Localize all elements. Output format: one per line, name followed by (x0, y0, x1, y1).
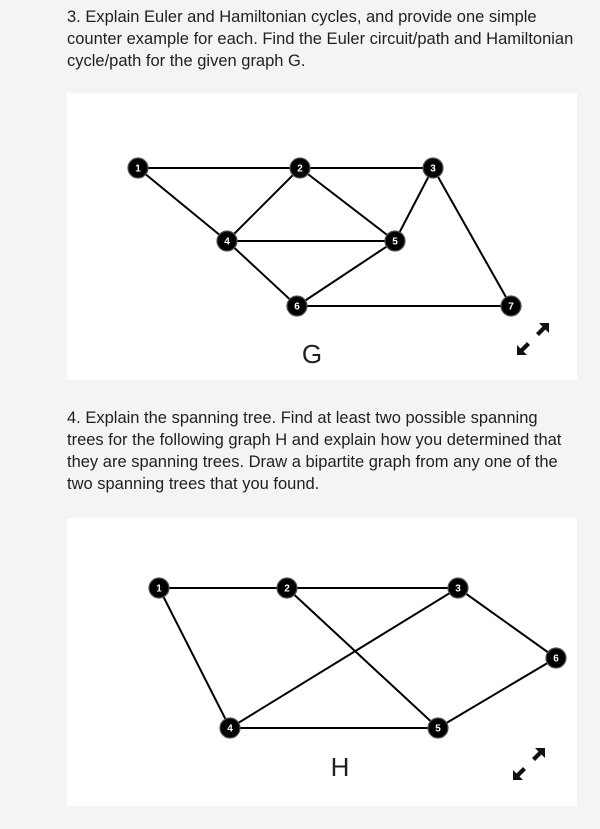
graph-h-node-4 (220, 718, 240, 738)
graph-h-node-label: 6 (553, 653, 559, 665)
graph-h-node-2 (277, 578, 297, 598)
question-4-text: 4. Explain the spanning tree. Find at least two possible spanning trees for the following graph H and explain how you determined that they are spanning trees. Draw a bipartite graph from any one of the two spanning trees that you found. (67, 409, 562, 493)
expand-arrows-icon[interactable] (513, 748, 545, 780)
graph-h-figure (67, 518, 577, 806)
graph-g-edge-5-6 (297, 241, 395, 306)
graph-g-node-label: 7 (508, 301, 514, 313)
graph-g-edge-2-5 (300, 168, 395, 241)
graph-h-node-3 (448, 578, 468, 598)
graph-g-node-label: 6 (294, 301, 300, 313)
graph-h-node-label: 3 (455, 583, 461, 595)
graph-h-edge-3-6 (458, 588, 556, 658)
graph-g-edge-3-5 (395, 168, 433, 241)
graph-g-label: G (301, 339, 323, 369)
graph-g-edge-1-4 (138, 168, 227, 241)
graph-h-edge-1-4 (159, 588, 230, 728)
graph-g-node-2 (290, 158, 310, 178)
graph-g-node-7 (501, 296, 521, 316)
graph-g-node-label: 5 (392, 236, 398, 248)
graph-h-edge-3-4 (230, 588, 458, 728)
graph-g-node-label: 2 (297, 163, 303, 175)
expand-arrows-icon[interactable] (517, 323, 549, 355)
graph-h-svg (67, 518, 577, 806)
graph-h-node-6 (546, 648, 566, 668)
question-3-text: 3. Explain Euler and Hamiltonian cycles, and provide one simple counter example for each. Find the Euler circuit/path and Hamiltonian cycle/path for the given graph G. (67, 8, 574, 70)
graph-g-edge-3-7 (433, 168, 511, 306)
graph-g-node-label: 4 (224, 236, 230, 248)
graph-g-node-label: 3 (430, 163, 436, 175)
graph-h-node-label: 2 (284, 583, 290, 595)
graph-g-svg (67, 93, 577, 380)
graph-g-node-3 (423, 158, 443, 178)
graph-h-node-5 (428, 718, 448, 738)
graph-h-node-label: 4 (227, 723, 233, 735)
graph-g-node-6 (287, 296, 307, 316)
graph-h-node-label: 5 (435, 723, 441, 735)
graph-h-label: H (330, 752, 350, 782)
graph-g-node-label: 1 (135, 163, 141, 175)
graph-h-node-1 (149, 578, 169, 598)
graph-g-edge-4-6 (227, 241, 297, 306)
graph-h-edge-5-6 (438, 658, 556, 728)
graph-g-node-5 (385, 231, 405, 251)
graph-g-figure (67, 93, 577, 380)
graph-h-node-label: 1 (156, 583, 162, 595)
graph-g-node-1 (128, 158, 148, 178)
graph-g-node-4 (217, 231, 237, 251)
graph-h-edge-2-5 (287, 588, 438, 728)
graph-g-edge-2-4 (227, 168, 300, 241)
